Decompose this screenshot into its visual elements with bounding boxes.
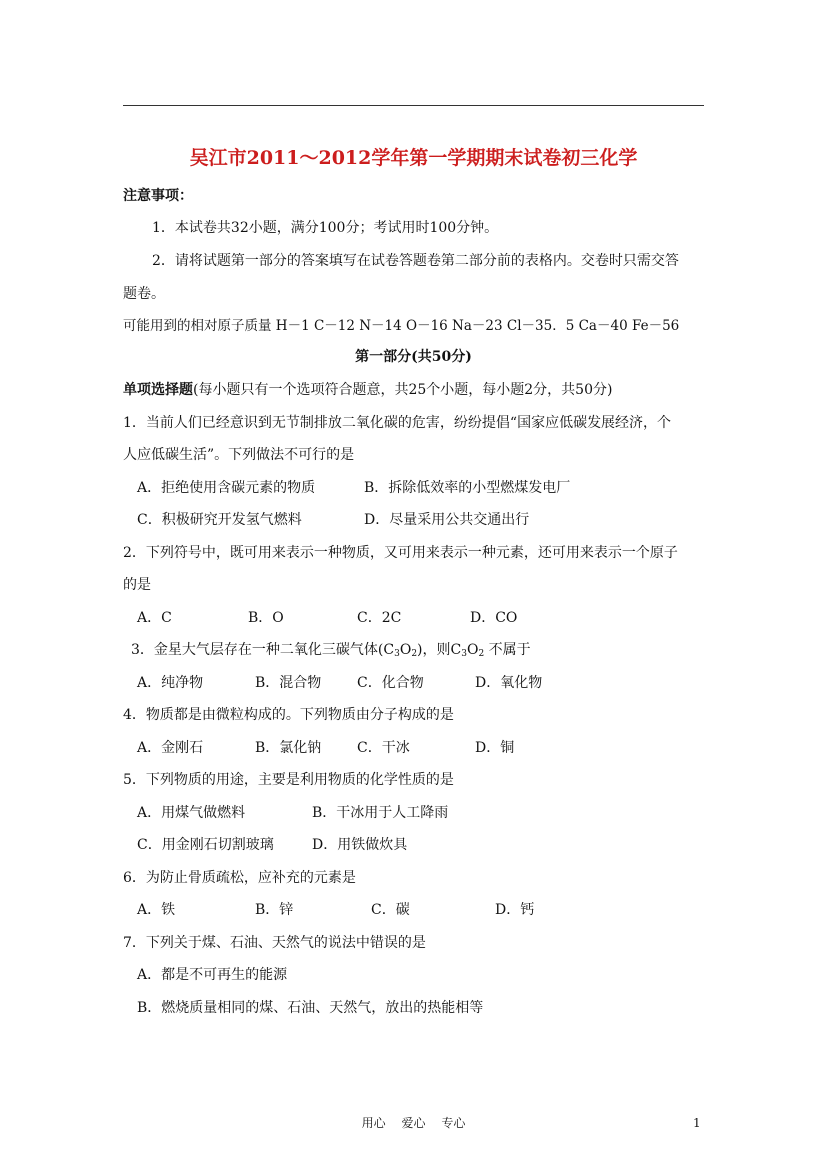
- notice-item-2-line2: 题卷。: [123, 286, 165, 302]
- q3-sub-4: 2: [478, 649, 485, 659]
- q7-option-b: B．燃烧质量相同的煤、石油、天然气，放出的热能相等: [137, 1000, 484, 1016]
- page-number: 1: [693, 1116, 701, 1130]
- q3-option-a: A．纯净物: [137, 675, 204, 691]
- question-4-line1: 4．物质都是由微粒构成的。下列物质由分子构成的是: [123, 707, 454, 723]
- question-7-line1: 7．下列关于煤、石油、天然气的说法中错误的是: [123, 935, 426, 951]
- q4-option-c: C．干冰: [357, 740, 410, 756]
- atomic-mass-line: 可能用到的相对原子质量 H－1 C－12 N－14 O－16 Na－23 Cl－35．5 Ca－40 Fe－56: [123, 318, 680, 334]
- q6-option-a: A．铁: [137, 902, 176, 918]
- q1-option-d: D．尽量采用公共交通出行: [364, 512, 530, 528]
- q7-option-a: A．都是不可再生的能源: [137, 967, 288, 983]
- q3-text-mid1: O: [399, 642, 412, 658]
- section-heading: 单项选择题: [123, 382, 193, 398]
- q1-option-c: C．积极研究开发氢气燃料: [137, 512, 302, 528]
- q3-text-post: 不属于: [484, 642, 531, 658]
- notice-item-1: 1．本试卷共32小题，满分100分；考试用时100分钟。: [152, 220, 499, 236]
- q2-option-a: A．C: [137, 610, 172, 626]
- q6-option-b: B．锌: [255, 902, 294, 918]
- q5-option-b: B．干冰用于人工降雨: [312, 805, 449, 821]
- q3-sub-3: 3: [461, 649, 467, 659]
- section-heading-line: [123, 380, 612, 400]
- footer-text-3: 专心: [441, 1116, 466, 1130]
- notice-heading: 注意事项：: [123, 188, 193, 204]
- q1-option-b: B．拆除低效率的小型燃煤发电厂: [364, 480, 571, 496]
- q2-option-c: C．2C: [357, 610, 402, 626]
- question-6-line1: 6．为防止骨质疏松，应补充的元素是: [123, 870, 356, 886]
- q3-option-d: D．氧化物: [475, 675, 543, 691]
- question-2-line1: 2．下列符号中，既可用来表示一种物质，又可用来表示一种元素，还可用来表示一个原子: [123, 545, 678, 561]
- exam-title: 吴江市2011～2012学年第一学期期末试卷初三化学: [189, 147, 638, 169]
- footer-text-2: 爱心: [401, 1116, 426, 1130]
- q4-option-b: B．氯化钠: [255, 740, 322, 756]
- q4-option-d: D．铜: [475, 740, 515, 756]
- q5-option-c: C．用金刚石切割玻璃: [137, 837, 274, 853]
- question-2-line2: 的是: [123, 577, 151, 593]
- footer-text-1: 用心: [361, 1116, 386, 1130]
- question-5-line1: 5．下列物质的用途，主要是利用物质的化学性质的是: [123, 772, 454, 788]
- header-rule: [123, 105, 704, 106]
- question-3-line1: [131, 640, 531, 660]
- q3-option-c: C．化合物: [357, 675, 424, 691]
- section-note: (每小题只有一个选项符合题意，共25个小题，每小题2分，共50分): [193, 382, 613, 398]
- q1-option-a: A．拒绝使用含碳元素的物质: [137, 480, 316, 496]
- q5-option-d: D．用铁做炊具: [312, 837, 408, 853]
- q3-text-mid2: )，则C: [417, 642, 462, 658]
- q5-option-a: A．用煤气做燃料: [137, 805, 246, 821]
- q4-option-a: A．金刚石: [137, 740, 204, 756]
- q3-option-b: B．混合物: [255, 675, 322, 691]
- q3-text-pre: 3．金星大气层存在一种二氧化三碳气体(C: [131, 642, 395, 658]
- page-footer: [0, 1115, 827, 1131]
- part1-title: 第一部分(共50分): [355, 349, 472, 365]
- q3-text-mid3: O: [466, 642, 479, 658]
- q6-option-c: C．碳: [371, 902, 410, 918]
- q2-option-d: D．CO: [470, 610, 518, 626]
- q3-sub-1: 3: [394, 649, 400, 659]
- q3-sub-2: 2: [411, 649, 418, 659]
- question-1-line2: 人应低碳生活”。下列做法不可行的是: [123, 447, 355, 463]
- q6-option-d: D．钙: [495, 902, 535, 918]
- notice-item-2-line1: 2．请将试题第一部分的答案填写在试卷答题卷第二部分前的表格内。交卷时只需交答: [152, 253, 679, 269]
- question-1-line1: 1．当前人们已经意识到无节制排放二氧化碳的危害，纷纷提倡“国家应低碳发展经济，个: [123, 415, 672, 431]
- q2-option-b: B．O: [248, 610, 284, 626]
